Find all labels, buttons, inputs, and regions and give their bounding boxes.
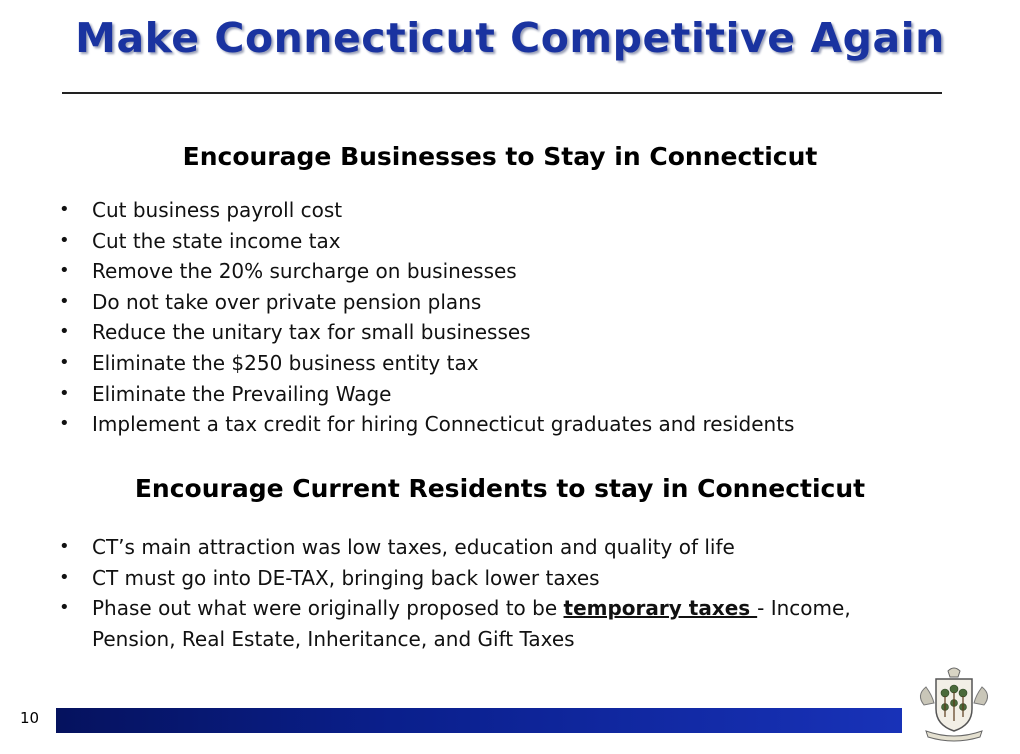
title-divider <box>62 92 942 94</box>
list-item: • Do not take over private pension plans <box>58 287 794 318</box>
bullet-icon: • <box>59 351 70 373</box>
list-item: • CT’s main attraction was low taxes, education and quality of life <box>58 532 882 563</box>
connecticut-state-seal-icon <box>914 665 994 745</box>
list-item: • CT must go into DE-TAX, bringing back lower taxes <box>58 563 882 594</box>
list-item: • Phase out what were originally proposed to be temporary taxes - Income, Pension, Real Estate, Inheritance, and Gift Taxes <box>58 593 882 654</box>
bullet-icon: • <box>59 321 70 343</box>
section-heading-residents: Encourage Current Residents to stay in Connecticut <box>134 474 866 503</box>
list-item: • Cut the state income tax <box>58 226 794 257</box>
list-item: • Remove the 20% surcharge on businesses <box>58 256 794 287</box>
resident-bullet-list <box>58 532 882 654</box>
list-item: • Cut business payroll cost <box>58 195 794 226</box>
list-item: • Reduce the unitary tax for small businesses <box>58 317 794 348</box>
bullet-icon: • <box>59 199 70 220</box>
bullet-icon: • <box>59 290 70 312</box>
bullet-icon: • <box>59 536 70 557</box>
list-item: • Eliminate the Prevailing Wage <box>58 379 794 410</box>
business-bullet-list <box>58 195 794 440</box>
section-heading-businesses: Encourage Businesses to Stay in Connecticut <box>182 142 818 171</box>
bullet-icon: • <box>59 229 70 251</box>
list-item: • Eliminate the $250 business entity tax <box>58 348 794 379</box>
bullet-icon: • <box>59 260 70 282</box>
page-number: 10 <box>20 709 40 727</box>
bullet-icon: • <box>59 597 70 619</box>
bullet-icon: • <box>59 382 70 404</box>
slide-title: Make Connecticut Competitive Again <box>75 14 945 62</box>
footer-bar <box>56 708 902 733</box>
temporary-taxes-emphasis: temporary taxes <box>563 596 758 621</box>
bullet-icon: • <box>59 566 70 588</box>
bullet-icon: • <box>59 413 70 435</box>
list-item: • Implement a tax credit for hiring Connecticut graduates and residents <box>58 409 794 440</box>
